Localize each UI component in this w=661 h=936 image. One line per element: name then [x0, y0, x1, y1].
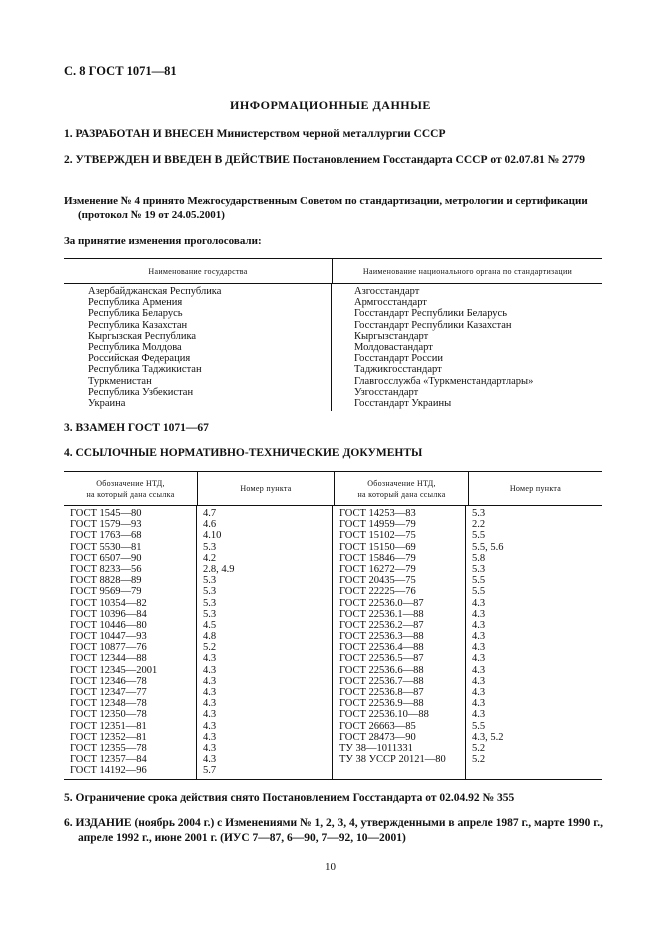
- ref-doc: ГОСТ 10354—82: [70, 597, 147, 609]
- ref-col-left-docs: [64, 506, 197, 779]
- ref-doc: ГОСТ 8233—56: [70, 563, 142, 575]
- change-note: Изменение № 4 принято Межгосударственным Советом по стандартизации, метрологии и сертификации (протокол № 19 от 24.05.2001): [64, 195, 588, 221]
- standards-body: Госстандарт Республики Беларусь: [354, 308, 508, 320]
- ref-doc: ТУ 38—1011331: [339, 742, 413, 754]
- ref-point: 2.8, 4.9: [203, 563, 235, 575]
- state-name: Азербайджанская Республика: [88, 286, 222, 297]
- standards-body: Главгосслужба «Туркменстандартлары»: [354, 375, 534, 387]
- ref-point: 4.2: [203, 552, 217, 564]
- ref-point: 4.8: [203, 631, 217, 643]
- ref-doc: ГОСТ 1545—80: [70, 508, 142, 519]
- item-1-lead: 1. РАЗРАБОТАН И ВНЕСЕН: [64, 128, 214, 140]
- voting-table: [64, 258, 602, 411]
- ref-doc: ГОСТ 10447—93: [70, 631, 147, 643]
- ref-point: 4.3: [203, 731, 217, 743]
- ref-point: 5.7: [203, 765, 217, 777]
- ref-point: 5.2: [203, 642, 217, 654]
- running-header: С. 8 ГОСТ 1071—81: [64, 64, 177, 78]
- ref-doc: ГОСТ 22536.7—88: [339, 675, 424, 687]
- state-name: Республика Казахстан: [88, 319, 188, 331]
- voting-table-states: [64, 284, 332, 411]
- ref-doc: ГОСТ 16272—79: [339, 563, 416, 575]
- state-name: Туркменистан: [88, 375, 152, 387]
- ref-doc: ГОСТ 28473—90: [339, 731, 416, 743]
- ref-point: 4.3: [472, 642, 486, 654]
- ref-point: 4.3: [472, 597, 486, 609]
- ref-header-doc-right: Обозначение НТД, на который дана ссылка: [335, 472, 469, 505]
- ref-doc: ГОСТ 1763—68: [70, 530, 142, 542]
- ref-doc: ГОСТ 12345—2001: [70, 664, 158, 676]
- ref-doc: ГОСТ 15150—69: [339, 541, 416, 553]
- ref-point: 4.3: [472, 664, 486, 676]
- state-name: Республика Молдова: [88, 341, 182, 353]
- ref-doc: ГОСТ 12352—81: [70, 731, 147, 743]
- ref-doc: ГОСТ 12346—78: [70, 675, 147, 687]
- ref-point: 5.2: [472, 742, 486, 754]
- ref-point: 4.3: [203, 709, 217, 721]
- voting-table-bodies: [332, 284, 602, 411]
- ref-doc: ГОСТ 1579—93: [70, 519, 142, 531]
- ref-point: 5.3: [203, 586, 217, 598]
- ref-point: 4.3: [472, 698, 486, 710]
- item-1: [64, 127, 604, 142]
- ref-point: 4.3: [203, 754, 217, 766]
- ref-doc: ГОСТ 22225—76: [339, 586, 416, 598]
- ref-doc: ГОСТ 22536.4—88: [339, 642, 424, 654]
- section-title: ИНФОРМАЦИОННЫЕ ДАННЫЕ: [230, 98, 431, 112]
- voting-table-header-state: Наименование государства: [64, 259, 333, 283]
- ref-header-doc-left: Обозначение НТД, на который дана ссылка: [64, 472, 198, 505]
- item-6-text: (ноябрь 2004 г.) с Изменениями № 1, 2, 3, 4, утвержденными в апреле 1987 г., марте 1990 г., апреле 1992 г., июне 2001 г. (ИУС 7—87, 6—90, 7—92, 10—2001): [78, 817, 603, 844]
- ref-doc: ГОСТ 20435—75: [339, 575, 416, 587]
- reference-table: [64, 471, 602, 780]
- state-name: Республика Армения: [88, 297, 183, 309]
- state-name: Российская Федерация: [88, 353, 191, 365]
- ref-point: 4.3: [472, 675, 486, 687]
- ref-doc: ГОСТ 14959—79: [339, 519, 416, 531]
- ref-point: 4.3: [472, 608, 486, 620]
- ref-doc: ГОСТ 22536.6—88: [339, 664, 424, 676]
- ref-point: 4.7: [203, 508, 217, 519]
- standards-body: Азгосстандарт: [354, 286, 420, 297]
- ref-point: 5.5: [472, 530, 486, 542]
- ref-doc: ГОСТ 15102—75: [339, 530, 416, 542]
- item-2: [64, 153, 618, 168]
- ref-point: 2.2: [472, 519, 486, 531]
- ref-col-right-docs: [333, 506, 466, 779]
- ref-point: 4.3: [472, 619, 486, 631]
- ref-doc: ГОСТ 12347—77: [70, 687, 147, 698]
- item-4: 4. ССЫЛОЧНЫЕ НОРМАТИВНО-ТЕХНИЧЕСКИЕ ДОКУМЕНТЫ: [64, 447, 423, 459]
- ref-doc: ГОСТ 22536.10—88: [339, 709, 429, 721]
- item-2-text: Постановлением Госстандарта СССР от 02.07.81 № 2779: [289, 154, 586, 166]
- standards-body: Госстандарт России: [354, 353, 443, 365]
- item-2-lead: 2. УТВЕРЖДЕН И ВВЕДЕН В ДЕЙСТВИЕ: [64, 154, 290, 166]
- item-5: 5. Ограничение срока действия снято Постановлением Госстандарта от 02.04.92 № 355: [64, 792, 515, 804]
- standards-body: Госстандарт Украины: [354, 397, 452, 409]
- ref-point: 4.3, 5.2: [472, 731, 504, 743]
- standards-body: Госстандарт Республики Казахстан: [354, 319, 512, 331]
- ref-doc: ГОСТ 9569—79: [70, 586, 142, 598]
- item-6: [64, 816, 618, 846]
- ref-doc: ГОСТ 15846—79: [339, 552, 416, 564]
- ref-doc: ГОСТ 22536.3—88: [339, 631, 424, 643]
- ref-doc: ГОСТ 5530—81: [70, 541, 142, 553]
- ref-doc: ГОСТ 10877—76: [70, 642, 147, 654]
- page-number: 10: [325, 861, 336, 873]
- ref-point: 5.8: [472, 552, 486, 564]
- ref-doc: ГОСТ 12348—78: [70, 698, 147, 710]
- ref-doc: ГОСТ 22536.8—87: [339, 687, 424, 698]
- state-name: Республика Беларусь: [88, 308, 183, 320]
- ref-doc: ГОСТ 12355—78: [70, 742, 147, 754]
- ref-point: 5.5: [472, 720, 486, 732]
- ref-doc: ГОСТ 26663—85: [339, 720, 416, 732]
- ref-point: 5.5: [472, 586, 486, 598]
- standards-body: Молдовастандарт: [354, 341, 433, 353]
- ref-point: 4.3: [203, 664, 217, 676]
- ref-point: 5.3: [203, 575, 217, 587]
- ref-doc: ГОСТ 14253—83: [339, 508, 416, 519]
- ref-doc: ГОСТ 12351—81: [70, 720, 147, 732]
- ref-point: 5.3: [472, 563, 486, 575]
- ref-doc: ГОСТ 22536.9—88: [339, 698, 424, 710]
- ref-col-right-points: [466, 506, 602, 779]
- state-name: Республика Узбекистан: [88, 386, 194, 398]
- ref-header-point-left: Номер пункта: [198, 472, 335, 505]
- item-6-lead: 6. ИЗДАНИЕ: [64, 817, 132, 829]
- ref-doc: ГОСТ 22536.2—87: [339, 619, 424, 631]
- ref-header-point-right: Номер пункта: [509, 484, 562, 493]
- ref-doc: ГОСТ 22536.1—88: [339, 608, 424, 620]
- voting-table-header-body: Наименование национального органа по стандартизации: [362, 266, 573, 276]
- ref-col-left-points: [197, 506, 333, 779]
- item-1-text: Министерством черной металлургии СССР: [213, 128, 446, 140]
- ref-point: 5.2: [472, 754, 486, 766]
- standards-body: Таджикгосстандарт: [354, 364, 442, 376]
- ref-doc: ГОСТ 12357—84: [70, 754, 147, 766]
- state-name: Кыргызская Республика: [88, 330, 197, 342]
- ref-point: 4.6: [203, 519, 217, 531]
- ref-doc: ГОСТ 10446—80: [70, 619, 147, 631]
- ref-point: 4.3: [203, 742, 217, 754]
- ref-point: 4.3: [472, 631, 486, 643]
- item-3: 3. ВЗАМЕН ГОСТ 1071—67: [64, 422, 209, 434]
- ref-point: 5.5: [472, 575, 486, 587]
- standards-body: Кыргызстандарт: [354, 330, 429, 342]
- ref-point: 4.10: [203, 530, 222, 542]
- ref-point: 4.3: [472, 687, 486, 698]
- ref-doc: ГОСТ 10396—84: [70, 608, 147, 620]
- ref-point: 4.3: [203, 687, 217, 698]
- state-name: Республика Таджикистан: [88, 364, 202, 376]
- ref-point: 4.3: [472, 709, 486, 721]
- ref-doc: ТУ 38 УССР 20121—80: [339, 754, 446, 766]
- ref-doc: ГОСТ 22536.5—87: [339, 653, 424, 665]
- ref-doc: ГОСТ 8828—89: [70, 575, 142, 587]
- ref-doc: ГОСТ 22536.0—87: [339, 597, 424, 609]
- ref-point: 4.3: [203, 720, 217, 732]
- vote-heading: За принятие изменения проголосовали:: [64, 235, 262, 247]
- ref-point: 5.3: [203, 597, 217, 609]
- ref-point: 4.3: [203, 698, 217, 710]
- ref-point: 5.3: [203, 608, 217, 620]
- ref-doc: ГОСТ 6507—90: [70, 552, 142, 564]
- ref-point: 5.3: [472, 508, 486, 519]
- ref-point: 4.5: [203, 619, 217, 631]
- ref-point: 5.3: [203, 541, 217, 553]
- standards-body: Узгосстандарт: [354, 386, 419, 398]
- ref-point: 4.3: [472, 653, 486, 665]
- ref-doc: ГОСТ 14192—96: [70, 765, 147, 777]
- ref-point: 4.3: [203, 675, 217, 687]
- standards-body: Армгосстандарт: [354, 297, 427, 309]
- ref-point: 5.5, 5.6: [472, 541, 504, 553]
- ref-doc: ГОСТ 12350—78: [70, 709, 147, 721]
- ref-doc: ГОСТ 12344—88: [70, 653, 147, 665]
- state-name: Украина: [88, 397, 126, 409]
- ref-point: 4.3: [203, 653, 217, 665]
